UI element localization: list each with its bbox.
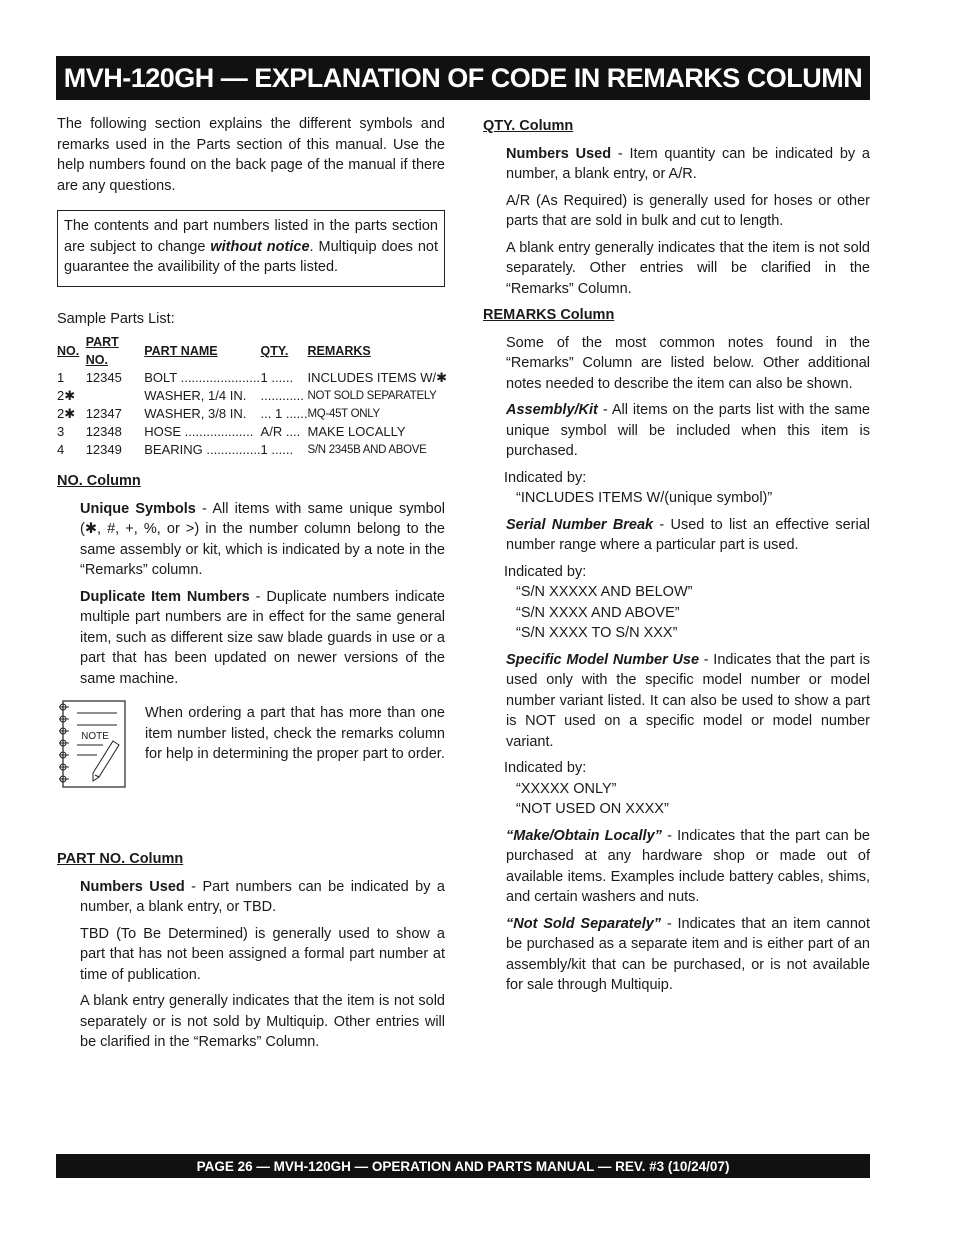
qty-numbers-used-text: - Item quantity can be indicated by a number, a blank entry, or A/R. <box>506 145 870 182</box>
page-footer: PAGE 26 — MVH-120GH — OPERATION AND PARTS MANUAL — REV. #3 (10/24/07) <box>56 1154 870 1178</box>
cell-part-no: 12349 <box>85 442 122 457</box>
notice-text-after: . Multiquip does not guarantee the availibility of the parts listed. <box>64 238 438 275</box>
cell-remarks: S/N 2345B AND ABOVE <box>307 444 427 456</box>
unique-symbols-paragraph <box>80 499 445 581</box>
left-column <box>57 114 445 1059</box>
part-no-column-heading: PART NO. Column <box>57 851 184 867</box>
part-numbers-used-label: Numbers Used <box>80 878 185 895</box>
notice-box <box>57 210 445 287</box>
cell-no: 1 <box>57 370 65 385</box>
intro-paragraph: The following section explains the different symbols and remarks used in the Parts section of this manual. Use the help numbers found on the back page of the manual if there are any questions. <box>57 116 445 194</box>
serial-break-text: - Used to list an effective serial number range where a particular part is used. <box>506 516 870 553</box>
table-row <box>57 423 447 441</box>
assembly-kit-text: - All items on the parts list with the same unique symbol will be included when this item is purchased. <box>506 402 870 459</box>
part-blank-paragraph: A blank entry generally indicates that the item is not sold separately or is not sold by Multiquip. Other entries will be clarified in the “Remarks” Column. <box>80 993 445 1050</box>
cell-qty: ............ <box>260 388 304 403</box>
header-no: NO. <box>57 344 80 358</box>
serial-break-label: Serial Number Break <box>506 516 654 533</box>
serial-break-paragraph <box>506 515 870 556</box>
make-locally-paragraph <box>506 826 870 908</box>
part-numbers-used-paragraph <box>80 877 445 918</box>
not-sold-paragraph <box>506 914 870 996</box>
cell-remarks: NOT SOLD SEPARATELY <box>307 390 437 402</box>
cell-remarks: INCLUDES ITEMS W/✱ <box>307 370 447 385</box>
cell-part-no: 12348 <box>85 424 122 439</box>
cell-no: 3 <box>57 424 65 439</box>
assembly-kit-paragraph <box>506 400 870 462</box>
not-sold-text: - Indicates that an item cannot be purchased as a separate item and is either part of an assembly/kit that can be purchased, or is not available for sale through Multiquip. <box>506 915 871 993</box>
cell-qty: 1 ...... <box>260 442 294 457</box>
part-numbers-used-text: - Part numbers can be indicated by a number, a blank entry, or TBD. <box>80 878 445 915</box>
cell-part-no: 12347 <box>85 406 122 421</box>
cell-part-name: BOLT ...................... <box>144 370 261 385</box>
cell-qty: A/R .... <box>260 424 301 439</box>
header-qty: QTY. <box>260 344 289 358</box>
cell-remarks: MAKE LOCALLY <box>307 424 406 439</box>
make-locally-label: “Make/Obtain Locally” <box>506 827 662 844</box>
assembly-indicated-by: Indicated by: <box>504 469 587 486</box>
make-locally-text: - Indicates that the part can be purchased at any hardware shop or made out of available items. Examples include battery cables, shims, and certain washers and nuts. <box>506 827 870 905</box>
model-indicated-by: Indicated by: <box>504 760 587 776</box>
qty-column-heading: QTY. Column <box>483 118 574 134</box>
cell-part-name: WASHER, 1/4 IN. <box>144 388 247 403</box>
remarks-column-heading: REMARKS Column <box>483 307 615 323</box>
notice-text-before: The contents and part numbers listed in the parts section are subject to change <box>64 218 438 255</box>
serial-indicated-by: Indicated by: <box>504 563 587 580</box>
sample-label: Sample Parts List: <box>57 310 175 327</box>
cell-part-name: HOSE ................... <box>144 424 254 439</box>
serial-example-3: “S/N XXXX TO S/N XXX” <box>516 625 678 641</box>
note-notepad-icon <box>57 699 127 789</box>
model-use-text: - Indicates that the part is used only with the specific model number or model number variant listed. It can also be used to show a part is NOT used on a specific model or model number variant. <box>506 651 870 750</box>
model-use-paragraph <box>506 650 870 753</box>
table-row <box>57 387 447 405</box>
qty-numbers-used-label: Numbers Used <box>506 145 612 162</box>
no-column-heading: NO. Column <box>57 473 141 489</box>
cell-remarks: MQ-45T ONLY <box>307 408 380 420</box>
header-part-name: PART NAME <box>144 344 218 358</box>
header-part-no: PART NO. <box>85 335 119 367</box>
not-sold-label: “Not Sold Separately” <box>506 915 662 932</box>
sample-parts-table <box>57 333 447 459</box>
unique-symbols-label: Unique Symbols <box>80 500 196 517</box>
notice-emphasis: without notice <box>210 238 310 255</box>
model-example-2: “NOT USED ON XXXX” <box>516 801 669 817</box>
duplicate-numbers-label: Duplicate Item Numbers <box>80 588 250 605</box>
remarks-intro: Some of the most common notes found in the “Remarks” Column are listed below. Other additional notes needed to describe the item can also be shown. <box>506 334 870 392</box>
unique-symbols-text: - All items with same unique symbol (✱, #, +, %, or >) in the number column belong to the same assembly or kit, which is indicated by a note in the “Remarks” column. <box>80 500 445 578</box>
cell-no: 2✱ <box>57 406 76 421</box>
note-text: When ordering a part that has more than one item number listed, check the remarks column for help in determining the proper part to order. <box>145 705 445 762</box>
assembly-kit-label: Assembly/Kit <box>506 402 598 418</box>
serial-example-2: “S/N XXXX AND ABOVE” <box>516 604 680 621</box>
header-remarks: REMARKS <box>307 344 371 358</box>
model-use-label: Specific Model Number Use <box>506 651 700 668</box>
page-title: MVH-120GH — EXPLANATION OF CODE IN REMARKS COLUMN <box>56 56 870 100</box>
duplicate-numbers-paragraph <box>80 587 445 690</box>
serial-example-1: “S/N XXXXX AND BELOW” <box>516 584 693 600</box>
cell-part-name: BEARING ............... <box>144 442 261 457</box>
table-row <box>57 441 447 459</box>
cell-no: 4 <box>57 442 65 457</box>
cell-qty: ... 1 ...... <box>260 406 308 421</box>
model-example-1: “XXXXX ONLY” <box>516 780 617 797</box>
note-icon-label: NOTE <box>81 731 109 742</box>
cell-no: 2✱ <box>57 388 76 403</box>
table-header-row <box>57 333 447 369</box>
right-column <box>483 116 870 1002</box>
cell-qty: 1 ...... <box>260 370 294 385</box>
note-block <box>57 699 445 789</box>
cell-part-no: 12345 <box>85 370 122 385</box>
ar-paragraph: A/R (As Required) is generally used for hoses or other parts that are sold in bulk and cut to length. <box>506 192 870 229</box>
assembly-example: “INCLUDES ITEMS W/(unique symbol)” <box>516 490 773 506</box>
tbd-paragraph: TBD (To Be Determined) is generally used to show a part that has not been assigned a formal part number at time of publication. <box>80 925 445 983</box>
cell-part-name: WASHER, 3/8 IN. <box>144 406 247 421</box>
cell-part-no <box>86 387 145 405</box>
table-row <box>57 405 447 423</box>
table-row <box>57 369 447 387</box>
qty-numbers-used-paragraph <box>506 144 870 185</box>
qty-blank-paragraph: A blank entry generally indicates that the item is not sold separately. Other entries will be clarified in the “Remarks” Column. <box>506 239 870 297</box>
duplicate-numbers-text: - Duplicate numbers indicate multiple part numbers are in effect for the same general item, such as different size saw blade guards in use or a part that has been updated on newer versions of the same machine. <box>80 588 445 687</box>
